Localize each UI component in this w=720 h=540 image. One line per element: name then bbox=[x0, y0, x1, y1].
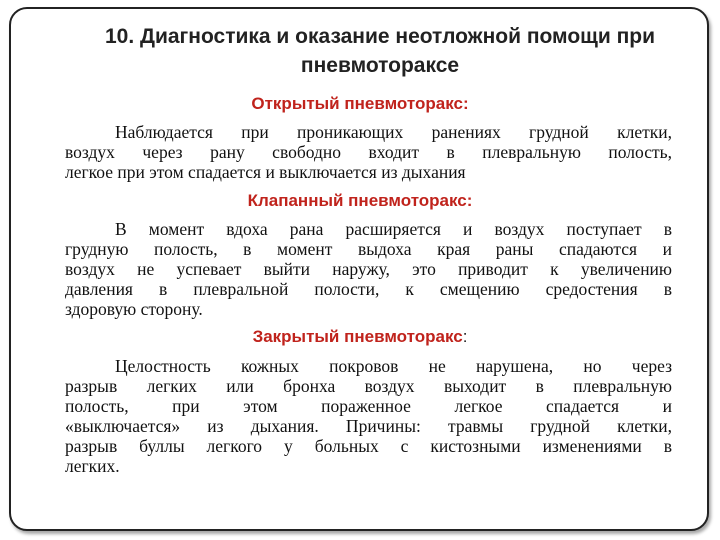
text-line: давления в плевральной полости, к смещению средостения в bbox=[65, 279, 672, 299]
text-line: разрыв легких или бронха воздух выходит в плевральную bbox=[65, 376, 672, 396]
text-line: грудную полость, в момент выдоха края раны спадаются и bbox=[65, 239, 672, 259]
text-line: «выключается» из дыхания. Причины: травмы грудной клетки, bbox=[65, 416, 672, 436]
text-line: Наблюдается при проникающих ранениях грудной клетки, bbox=[115, 122, 672, 142]
slide-title-line-2: пневмотораксе bbox=[300, 54, 460, 77]
section-text-closed bbox=[65, 356, 672, 476]
text-line: В момент вдоха рана расширяется и воздух поступает в bbox=[115, 219, 672, 239]
text-line: легкое при этом спадается и выключается из дыхания bbox=[65, 162, 466, 182]
section-heading-valve: Клапанный пневмоторакс: bbox=[247, 191, 473, 210]
text-line: здоровую сторону. bbox=[65, 299, 203, 319]
text-line: разрыв буллы легкого у больных с кистозными изменениями в bbox=[65, 436, 672, 456]
section-text-open bbox=[65, 122, 672, 182]
section-heading-open: Открытый пневмоторакс: bbox=[251, 94, 469, 113]
text-line: воздух не успевает выйти наружу, это приводит к увеличению bbox=[65, 259, 672, 279]
section-heading-closed: Закрытый пневмоторакс: bbox=[252, 327, 468, 346]
text-line: Целостность кожных покровов не нарушена, но через bbox=[115, 356, 672, 376]
section-text-valve bbox=[65, 219, 672, 319]
text-line: легких. bbox=[65, 456, 120, 476]
text-line: полость, при этом пораженное легкое спадается и bbox=[65, 396, 672, 416]
text-line: воздух через рану свободно входит в плевральную полость, bbox=[65, 142, 672, 162]
slide-title-line-1: 10. Диагностика и оказание неотложной помощи при bbox=[104, 25, 656, 48]
slide-title bbox=[60, 22, 700, 80]
